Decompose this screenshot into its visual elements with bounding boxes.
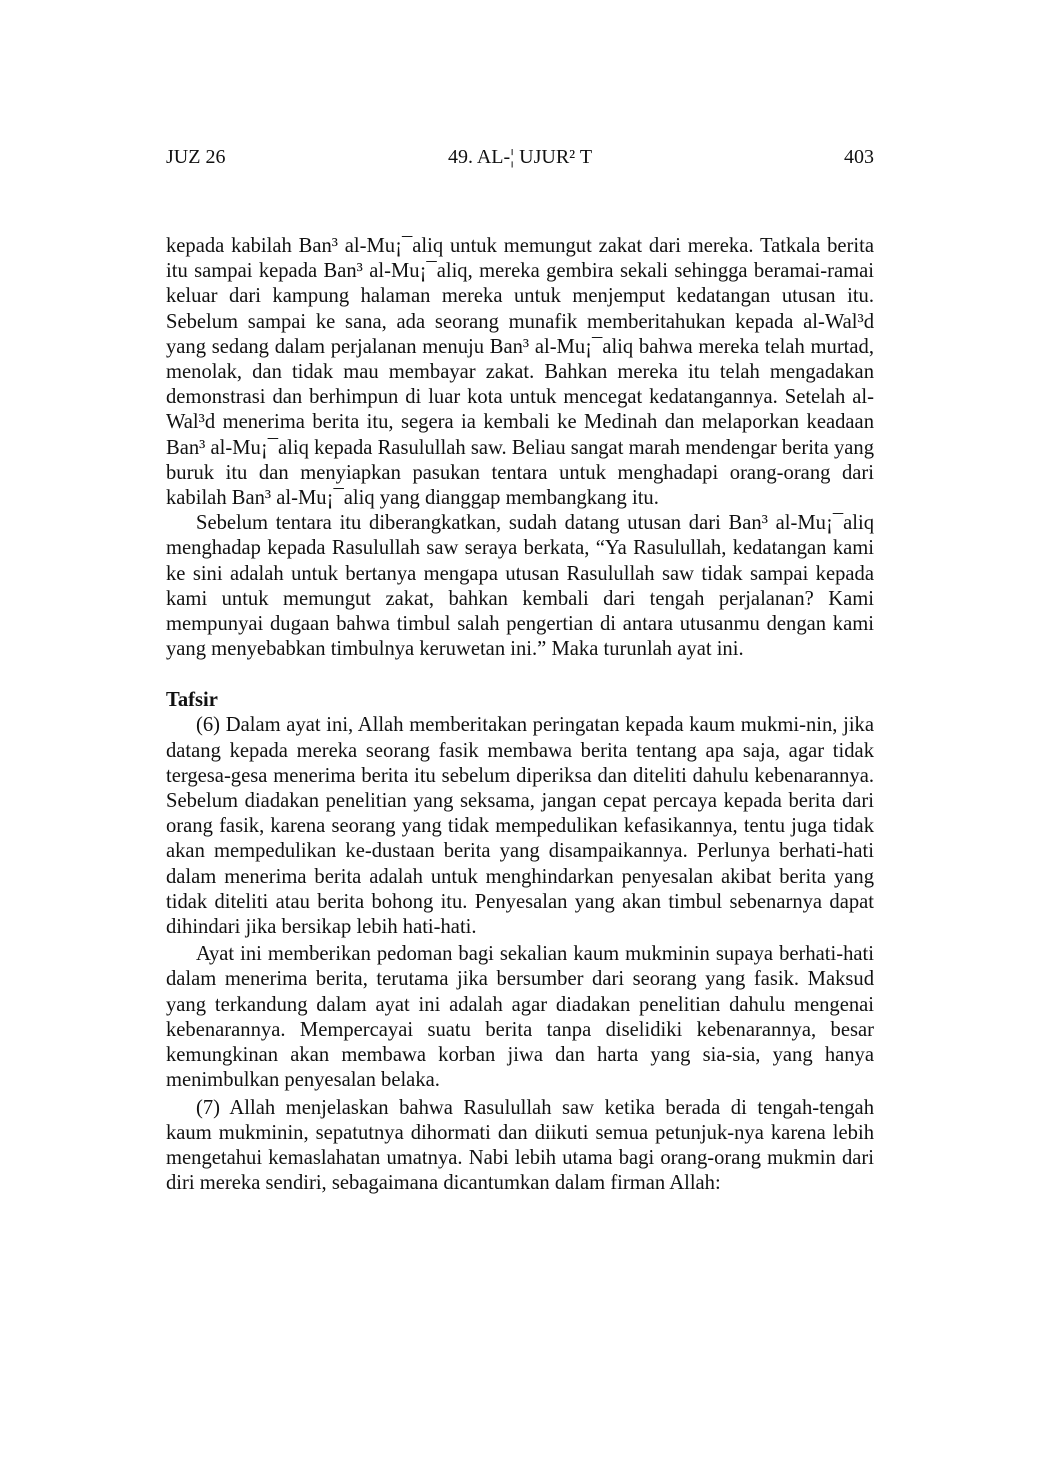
juz-label: JUZ 26 [166, 146, 226, 168]
running-header [166, 146, 874, 176]
page-number: 403 [844, 146, 874, 168]
tafsir-paragraph-3: (7) Allah menjelaskan bahwa Rasulullah saw ketika berada di tengah-tengah kaum mukminin, sepatutnya dihormati dan diikuti semua petunjuk-nya karena lebih mengetahui kemaslahatan umatnya. Nabi lebih utama bagi orang-orang mukmin dari diri mereka sendiri, sebagaimana dicantumkan dalam firman Allah: [166, 1096, 874, 1195]
surah-title: 49. AL-¦ UJUR² T [447, 146, 593, 168]
body-text [166, 234, 874, 1196]
tafsir-paragraph-2: Ayat ini memberikan pedoman bagi sekalian kaum mukminin supaya berhati-hati dalam menerima berita, terutama jika bersumber dari seorang yang fasik. Maksud yang terkandung dalam ayat ini adalah agar diadakan penelitian dahulu mengenai kebenarannya. Mempercayai suatu berita tanpa diselidiki kebenarannya, besar kemungkinan akan membawa korban jiwa dan harta yang sia-sia, yang hanya menimbulkan penyesalan belaka. [166, 943, 874, 1092]
paragraph-1: kepada kabilah Ban³ al-Mu¡¯aliq untuk memungut zakat dari mereka. Tatkala berita itu sampai kepada Ban³ al-Mu¡¯aliq, mereka gembira sekali sehingga beramai-ramai keluar dari kampung halaman mereka untuk menjemput kedatangan utusan itu. Sebelum sampai ke sana, ada seorang munafik memberitahukan kepada al-Wal³d yang sedang dalam perjalanan menuju Ban³ al-Mu¡¯aliq bahwa mereka telah murtad, menolak, dan tidak mau membayar zakat. Bahkan mereka itu telah mengadakan demonstrasi dan berhimpun di luar kota untuk mencegat kedatangannya. Setelah al-Wal³d menerima berita itu, segera ia kembali ke Medinah dan melaporkan keadaan Ban³ al-Mu¡¯aliq kepada Rasulullah saw. Beliau sangat marah mendengar berita yang buruk itu dan menyiapkan pasukan tentara untuk menghadapi orang-orang dari kabilah Ban³ al-Mu¡¯aliq yang dianggap membangkang itu. [166, 235, 874, 510]
section-heading-tafsir: Tafsir [166, 689, 218, 712]
tafsir-paragraph-1: (6) Dalam ayat ini, Allah memberitakan peringatan kepada kaum mukmi-nin, jika datang kepada mereka seorang fasik membawa berita tentang apa saja, agar tidak tergesa-gesa menerima berita itu sebelum diperiksa dan diteliti dahulu kebenarannya. Sebelum diadakan penelitian yang seksama, jangan cepat percaya kepada berita dari orang fasik, karena seorang yang tidak mempedulikan kefasikannya, tentu juga tidak akan mempedulikan ke-dustaan berita yang disampaikannya. Perlunya berhati-hati dalam menerima berita adalah untuk menghindarkan penyesalan akibat berita yang tidak diteliti atau berita bohong itu. Penyesalan yang akan timbul sebenarnya dapat dihindari jika bersikap lebih hati-hati. [166, 714, 874, 939]
paragraph-2: Sebelum tentara itu diberangkatkan, sudah datang utusan dari Ban³ al-Mu¡¯aliq menghadap kepada Rasulullah saw seraya berkata, “Ya Rasulullah, kedatangan kami ke sini adalah untuk bertanya mengapa utusan Rasulullah saw tidak sampai kepada kami untuk memungut zakat, bahkan kembali dari tengah perjalanan? Kami mempunyai dugaan bahwa timbul salah pengertian di antara utusanmu dengan kami yang menyebabkan timbulnya keruwetan ini.” Maka turunlah ayat ini. [166, 512, 874, 661]
